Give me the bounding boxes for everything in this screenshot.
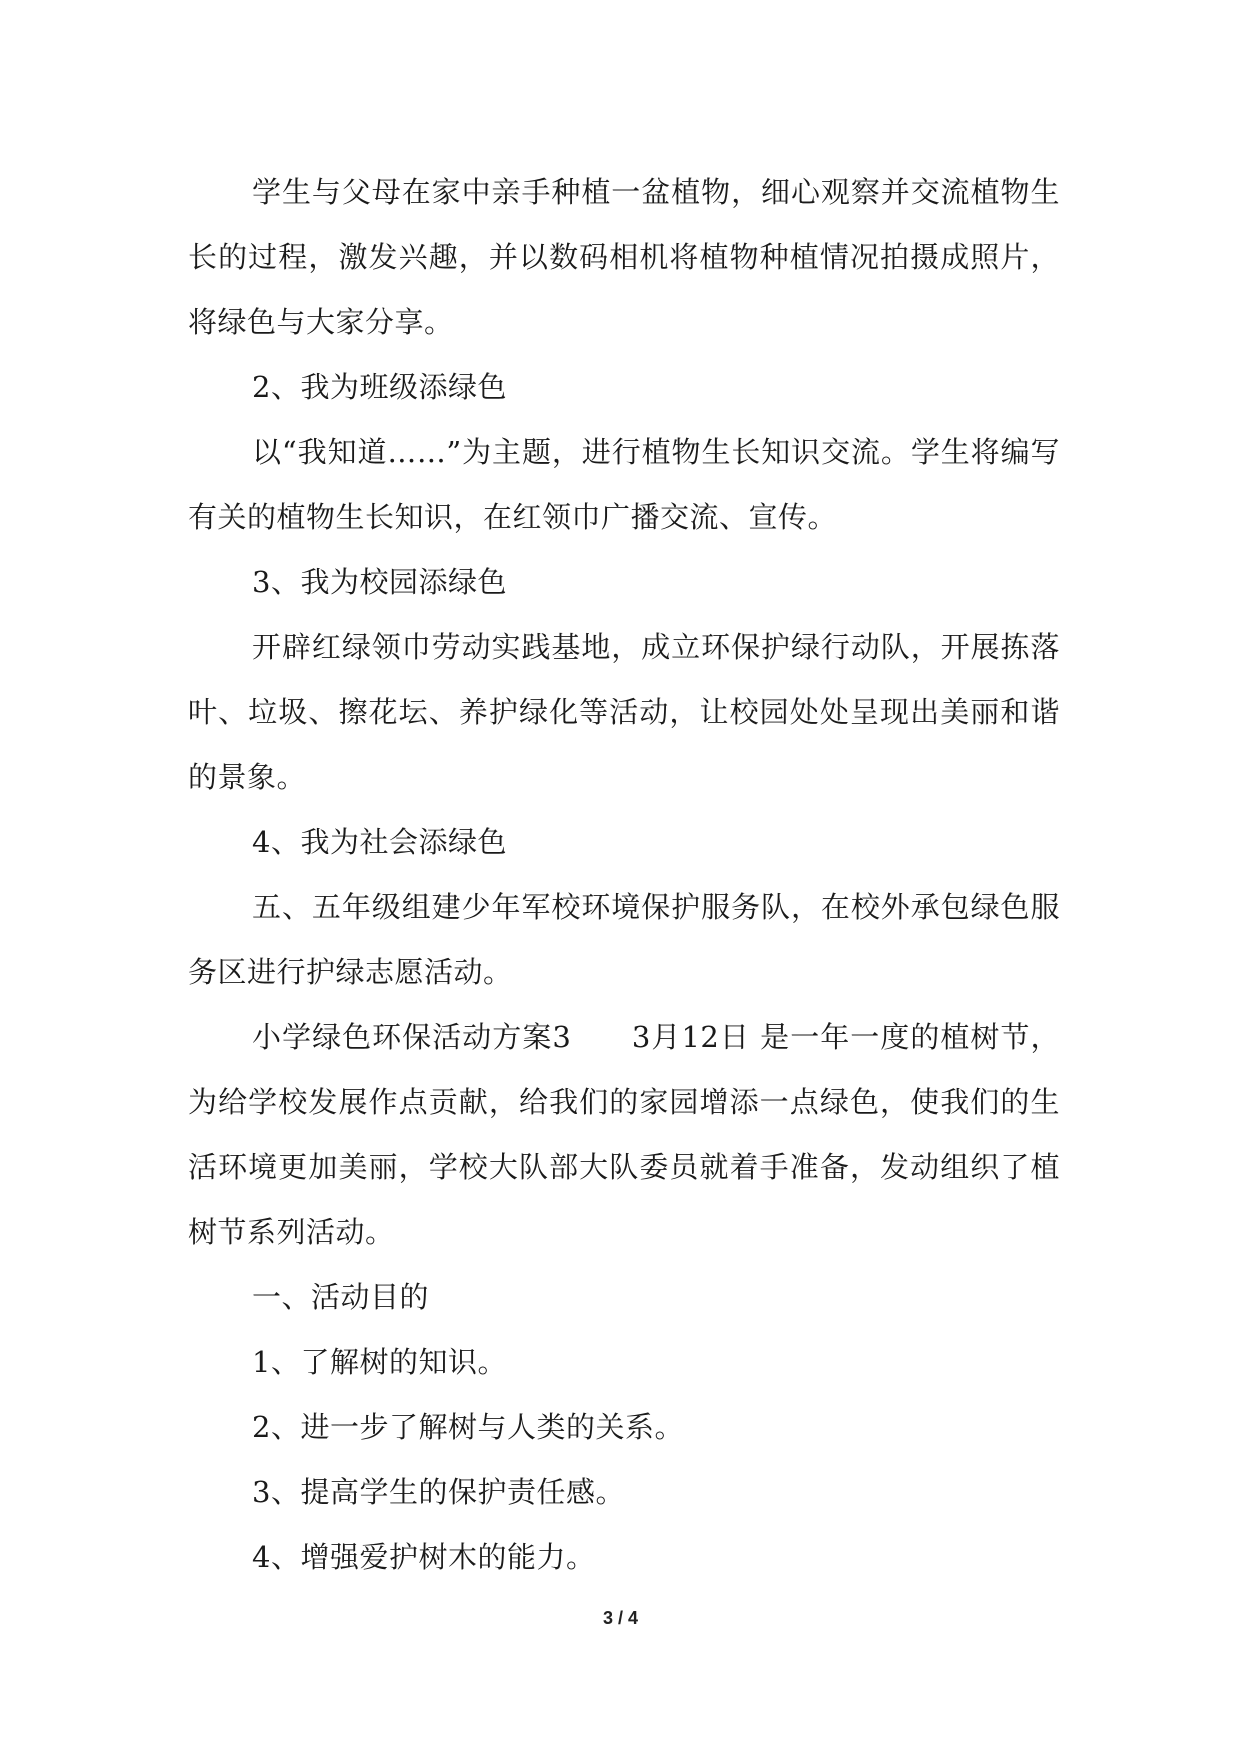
- heading-campus-green: 3、我为校园添绿色: [252, 565, 507, 599]
- list-item-purpose-4: 4、增强爱护树木的能力。: [252, 1540, 596, 1574]
- list-item-purpose-2: 2、进一步了解树与人类的关系。: [252, 1410, 684, 1444]
- heading-society-green: 4、我为社会添绿色: [252, 825, 507, 859]
- paragraph-plant-at-home: 学生与父母在家中亲手种植一盆植物，细心观察并交流植物生长的过程，激发兴趣，并以数码相机将植物种植情况拍摄成照片，将绿色与大家分享。: [188, 175, 1060, 339]
- list-item-purpose-1: 1、了解树的知识。: [252, 1345, 507, 1379]
- page-number: 3 / 4: [602, 1608, 639, 1628]
- heading-activity-purpose: 一、活动目的: [252, 1280, 430, 1314]
- paragraph-plan-3-intro: 小学绿色环保活动方案3 3月12日 是一年一度的植树节，为给学校发展作点贡献，给我们的家园增添一点绿色，使我们的生活环境更加美丽，学校大队部大队委员就着手准备，发动组织了植树节系列活动。: [188, 1020, 1060, 1249]
- list-item-purpose-3: 3、提高学生的保护责任感。: [252, 1475, 625, 1509]
- heading-class-green: 2、我为班级添绿色: [252, 370, 507, 404]
- paragraph-practice-base: 开辟红绿领巾劳动实践基地，成立环保护绿行动队，开展拣落叶、垃圾、擦花坛、养护绿化等活动，让校园处处呈现出美丽和谐的景象。: [188, 630, 1060, 794]
- paragraph-service-team: 五、五年级组建少年军校环境保护服务队，在校外承包绿色服务区进行护绿志愿活动。: [188, 890, 1060, 989]
- paragraph-knowledge-exchange: 以“我知道……”为主题，进行植物生长知识交流。学生将编写有关的植物生长知识，在红领巾广播交流、宣传。: [188, 435, 1060, 534]
- document-body: [188, 160, 1060, 1590]
